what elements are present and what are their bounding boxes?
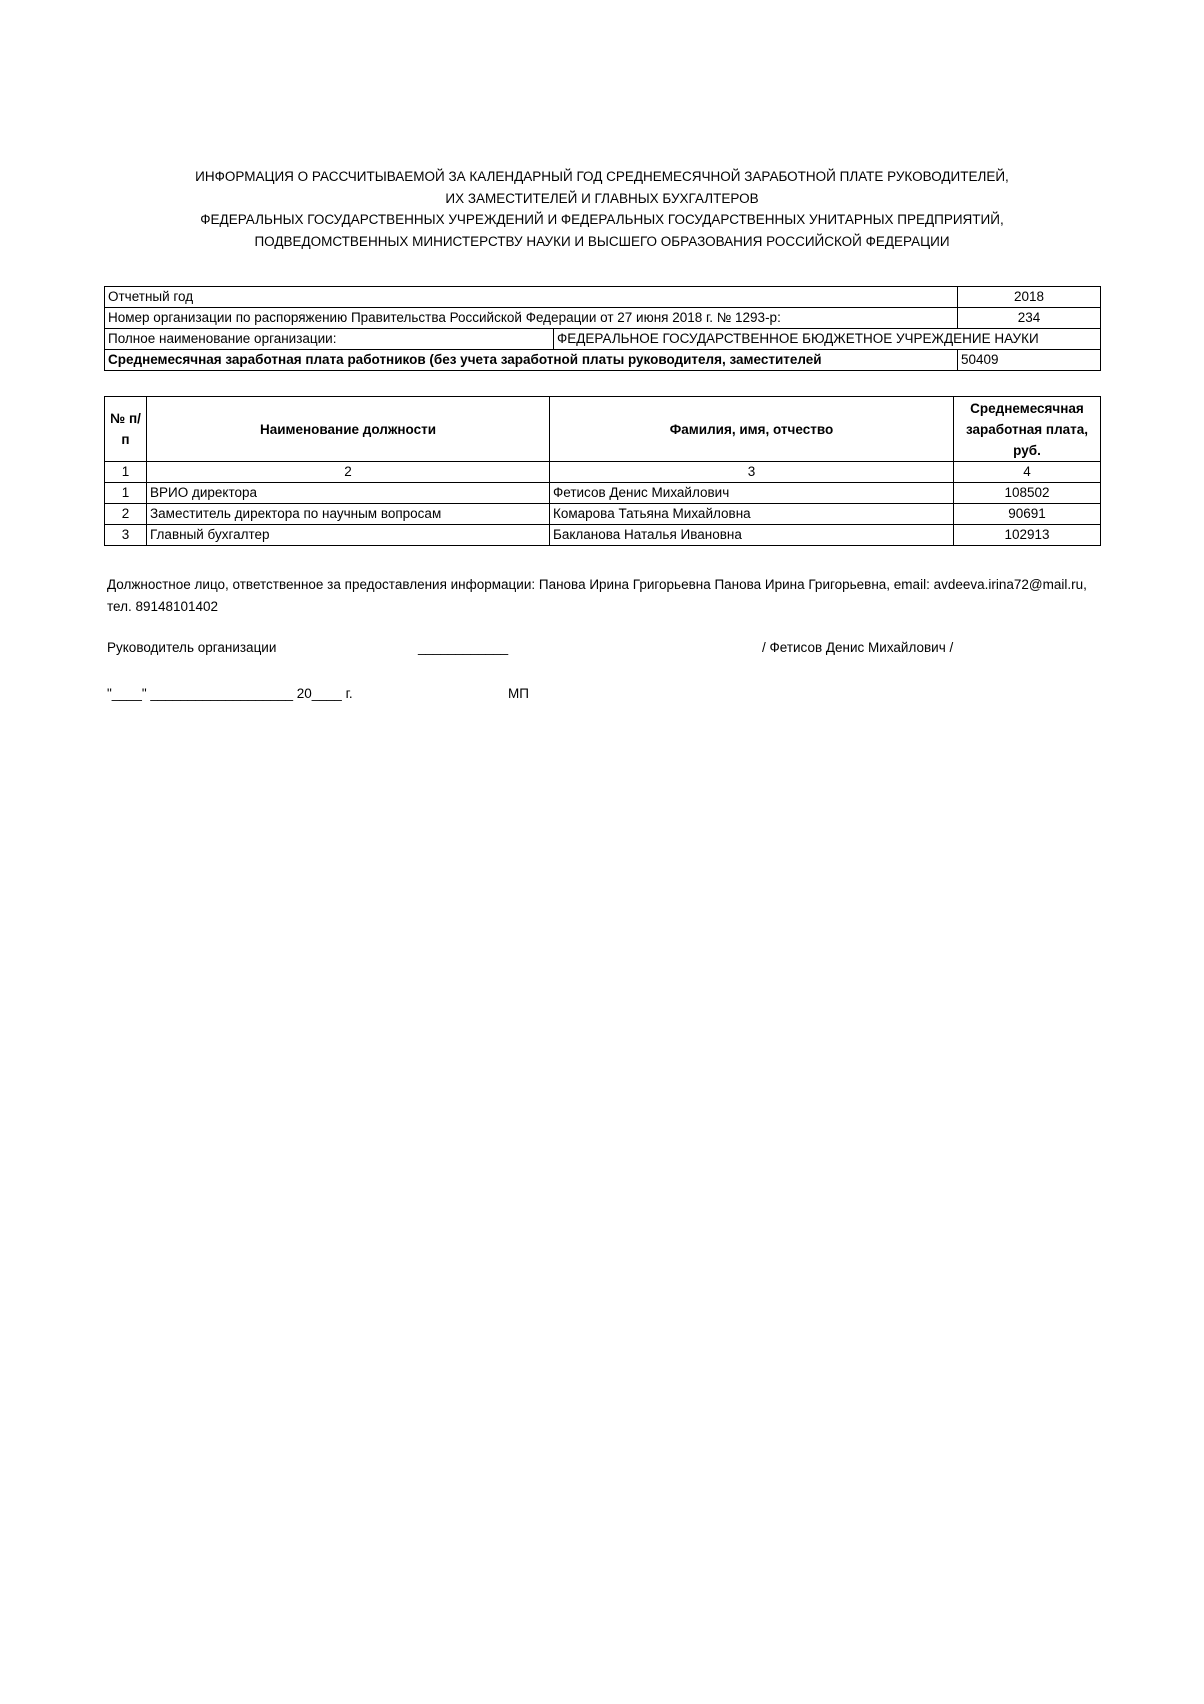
info-row-org-name	[105, 329, 1101, 350]
head-name: / Фетисов Денис Михайлович /	[762, 640, 954, 655]
org-number-value: 234	[958, 308, 1101, 329]
header-name: Фамилия, имя, отчество	[550, 397, 954, 462]
title-line-2: ИХ ЗАМЕСТИТЕЛЕЙ И ГЛАВНЫХ БУХГАЛТЕРОВ	[445, 190, 759, 206]
info-row-avg-salary	[105, 350, 1101, 371]
organization-info-table	[104, 286, 1101, 371]
row-num: 2	[105, 504, 147, 525]
head-label: Руководитель организации	[107, 640, 277, 655]
staff-salary-table	[104, 396, 1101, 546]
org-name-value: ФЕДЕРАЛЬНОЕ ГОСУДАРСТВЕННОЕ БЮДЖЕТНОЕ УЧРЕЖДЕНИЕ НАУКИ	[554, 329, 1101, 350]
responsible-person-note: Должностное лицо, ответственное за предоставления информации: Панова Ирина Григорьевна Панова Ирина Григорьевна, email: avdeeva.irina72@mail.ru, тел. 89148101402	[107, 577, 1087, 614]
title-line-3: ФЕДЕРАЛЬНЫХ ГОСУДАРСТВЕННЫХ УЧРЕЖДЕНИЙ И ФЕДЕРАЛЬНЫХ ГОСУДАРСТВЕННЫХ УНИТАРНЫХ ПРЕДПРИЯТИЙ,	[200, 212, 1004, 227]
table-row	[105, 525, 1101, 546]
row-salary: 102913	[954, 525, 1101, 546]
title-line-1: ИНФОРМАЦИЯ О РАССЧИТЫВАЕМОЙ ЗА КАЛЕНДАРНЫЙ ГОД СРЕДНЕМЕСЯЧНОЙ ЗАРАБОТНОЙ ПЛАТЕ РУКОВОДИТЕЛЕЙ,	[195, 169, 1009, 184]
row-salary: 108502	[954, 483, 1101, 504]
info-row-org-number	[105, 308, 1101, 329]
org-name-label: Полное наименование организации:	[105, 329, 554, 350]
table-row	[105, 483, 1101, 504]
row-num: 3	[105, 525, 147, 546]
header-position: Наименование должности	[147, 397, 550, 462]
table-row	[105, 504, 1101, 525]
row-name: Комарова Татьяна Михайловна	[550, 504, 954, 525]
title-line-4: ПОДВЕДОМСТВЕННЫХ МИНИСТЕРСТВУ НАУКИ И ВЫСШЕГО ОБРАЗОВАНИЯ РОССИЙСКОЙ ФЕДЕРАЦИИ	[254, 233, 950, 249]
stamp-label: МП	[508, 686, 529, 701]
column-number: 3	[550, 462, 954, 483]
row-salary: 90691	[954, 504, 1101, 525]
row-num: 1	[105, 483, 147, 504]
staff-header-row	[105, 397, 1101, 462]
year-label: Отчетный год	[105, 287, 958, 308]
date-line: "____" ___________________ 20____ г.	[107, 686, 353, 701]
column-number: 4	[954, 462, 1101, 483]
header-salary: Среднемесячная заработная плата, руб.	[954, 397, 1101, 462]
row-name: Фетисов Денис Михайлович	[550, 483, 954, 504]
row-position: Главный бухгалтер	[147, 525, 550, 546]
row-position: ВРИО директора	[147, 483, 550, 504]
avg-salary-value: 50409	[958, 350, 1101, 371]
header-num: № п/п	[105, 397, 147, 462]
column-number: 1	[105, 462, 147, 483]
document-title	[104, 166, 1100, 252]
avg-salary-label: Среднемесячная заработная плата работников (без учета заработной платы руководителя, заместителей	[105, 350, 958, 371]
info-row-year	[105, 287, 1101, 308]
year-value: 2018	[958, 287, 1101, 308]
row-name: Бакланова Наталья Ивановна	[550, 525, 954, 546]
signature-blank: ____________	[418, 640, 509, 655]
column-number: 2	[147, 462, 550, 483]
column-number-row	[105, 462, 1101, 483]
org-number-label: Номер организации по распоряжению Правительства Российской Федерации от 27 июня 2018 г. № 1293-р:	[105, 308, 958, 329]
row-position: Заместитель директора по научным вопросам	[147, 504, 550, 525]
